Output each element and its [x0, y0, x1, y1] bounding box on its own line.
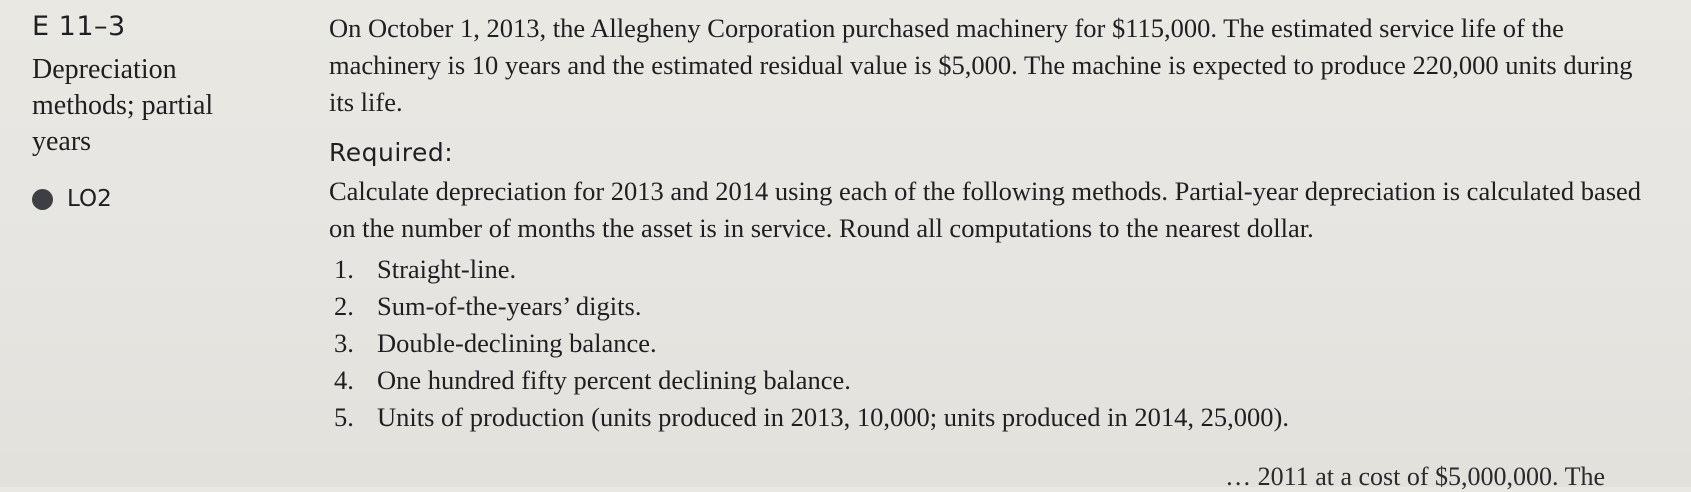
list-item [329, 399, 1659, 436]
bullet-dot-icon [32, 189, 53, 210]
exercise-body [329, 10, 1659, 436]
exercise-sidebar [32, 10, 302, 212]
list-item-number: 5. [334, 402, 354, 432]
methods-list [329, 251, 1659, 436]
list-item-number: 2. [334, 291, 354, 321]
list-item-text: Units of production (units produced in 2013, 10,000; units produced in 2014, 25,000). [377, 402, 1289, 432]
exercise-number: E 11–3 [32, 11, 126, 42]
list-item [329, 362, 1659, 399]
learning-objective-label: LO2 [67, 186, 112, 212]
exercise-topic-line: Depreciation [32, 54, 177, 85]
exercise-topic-line: years [32, 126, 92, 157]
learning-objective-tag [32, 186, 302, 212]
list-item [329, 288, 1659, 325]
list-item-text: Sum-of-the-years’ digits. [377, 291, 642, 321]
next-exercise-fragment: … 2011 at a cost of $5,000,000. The [1225, 462, 1605, 491]
list-item-number: 1. [334, 254, 354, 284]
required-heading: Required: [329, 138, 454, 167]
list-item-text: Straight-line. [377, 254, 517, 284]
exercise-topic-line: methods; partial [32, 90, 214, 121]
list-item-number: 4. [334, 365, 354, 395]
instructions-text: Calculate depreciation for 2013 and 2014 using each of the following methods. Partial-year depreciation is calculated based on the number of months the asset is in service. Round all computations to the nearest dollar. [329, 176, 1642, 243]
list-item-number: 3. [334, 328, 354, 358]
list-item-text: Double-declining balance. [377, 328, 657, 358]
list-item [329, 251, 1659, 288]
list-item [329, 325, 1659, 362]
list-item-text: One hundred fifty percent declining balance. [377, 365, 851, 395]
problem-statement: On October 1, 2013, the Allegheny Corporation purchased machinery for $115,000. The estimated service life of the machinery is 10 years and the estimated residual value is $5,000. The machine is expected to produce 220,000 units during its life. [329, 13, 1633, 117]
